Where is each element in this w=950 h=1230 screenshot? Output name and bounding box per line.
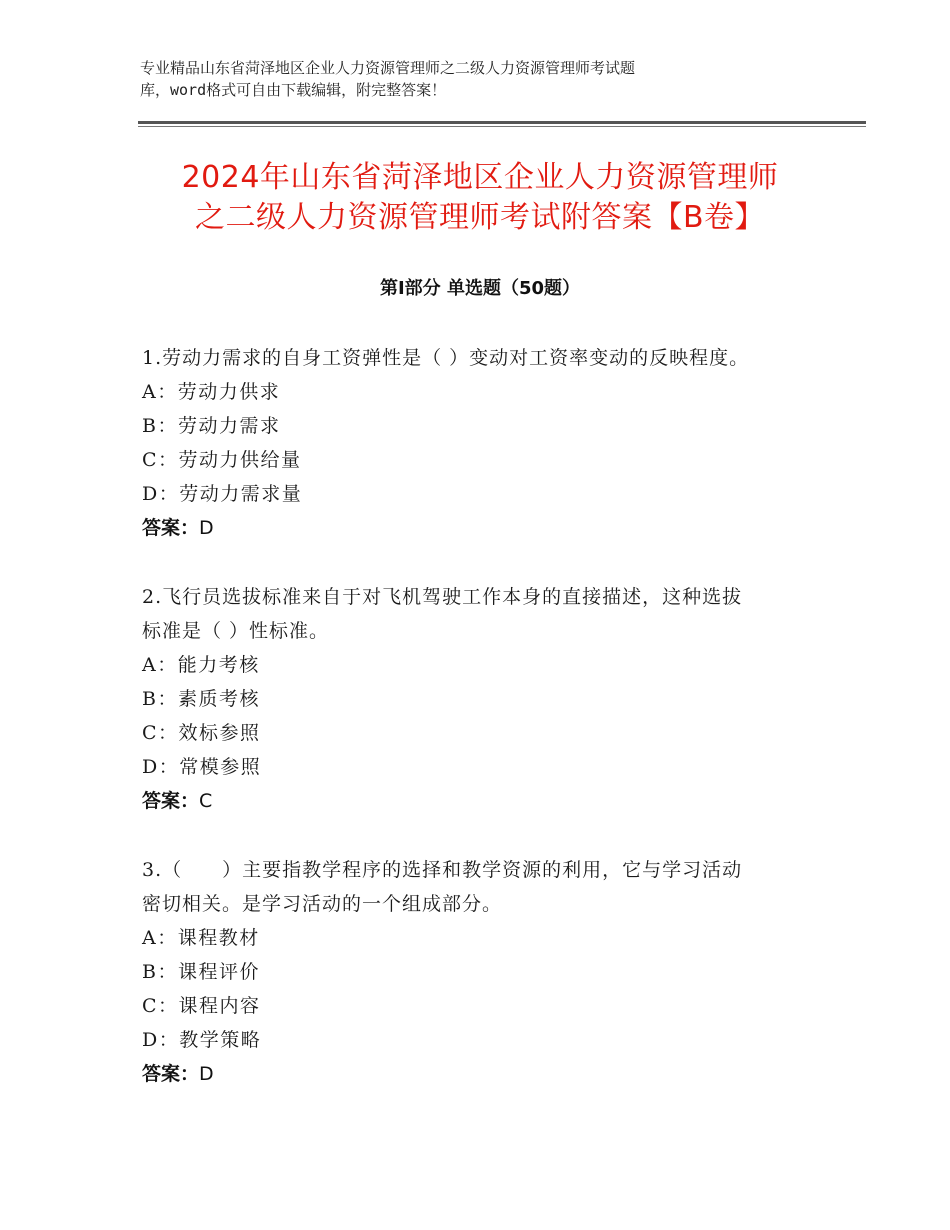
question-1 <box>142 341 812 545</box>
answer-value: D <box>199 1063 214 1085</box>
question-3 <box>142 853 812 1091</box>
answer-label: 答案： <box>142 790 200 812</box>
answer-line <box>142 1057 812 1091</box>
question-stem-line: 3.（ ）主要指教学程序的选择和教学资源的利用，它与学习活动 <box>142 859 743 881</box>
header-note-line: 库，word格式可自由下载编辑，附完整答案！ <box>140 81 447 99</box>
option-b: B：课程评价 <box>142 961 260 983</box>
question-stem <box>142 580 812 648</box>
header-divider-thick <box>138 121 866 124</box>
document-title <box>100 158 860 238</box>
option-d: D：常模参照 <box>142 756 262 778</box>
option-c: C：课程内容 <box>142 995 261 1017</box>
answer-value: D <box>199 517 214 539</box>
answer-value: C <box>199 790 213 812</box>
answer-label: 答案： <box>142 517 200 539</box>
option-d: D：教学策略 <box>142 1029 262 1051</box>
option-a: A：能力考核 <box>142 654 260 676</box>
answer-label: 答案： <box>142 1063 200 1085</box>
question-stem <box>142 853 812 921</box>
question-stem-line: 2.飞行员选拔标准来自于对飞机驾驶工作本身的直接描述，这种选拔 <box>142 586 743 608</box>
header-note <box>140 57 800 101</box>
answer-line <box>142 511 812 545</box>
option-b: B：素质考核 <box>142 688 260 710</box>
option-c: C：劳动力供给量 <box>142 449 302 471</box>
question-2 <box>142 580 812 818</box>
option-b: B：劳动力需求 <box>142 415 281 437</box>
option-a: A：课程教材 <box>142 927 260 949</box>
question-stem-line: 1.劳动力需求的自身工资弹性是（ ）变动对工资率变动的反映程度。 <box>142 347 750 369</box>
section-heading: 第Ⅰ部分 单选题（50题） <box>379 278 580 299</box>
question-stem <box>142 341 812 375</box>
document-title-line: 2024年山东省菏泽地区企业人力资源管理师 <box>181 160 779 195</box>
option-c: C：效标参照 <box>142 722 261 744</box>
header-divider-thin <box>138 126 866 127</box>
question-stem-line: 密切相关。是学习活动的一个组成部分。 <box>142 893 503 915</box>
option-a: A：劳动力供求 <box>142 381 281 403</box>
answer-line <box>142 784 812 818</box>
option-d: D：劳动力需求量 <box>142 483 303 505</box>
question-stem-line: 标准是（ ）性标准。 <box>142 620 330 642</box>
header-note-line: 专业精品山东省菏泽地区企业人力资源管理师之二级人力资源管理师考试题 <box>140 59 636 77</box>
document-title-line: 之二级人力资源管理师考试附答案【B卷】 <box>194 200 766 235</box>
